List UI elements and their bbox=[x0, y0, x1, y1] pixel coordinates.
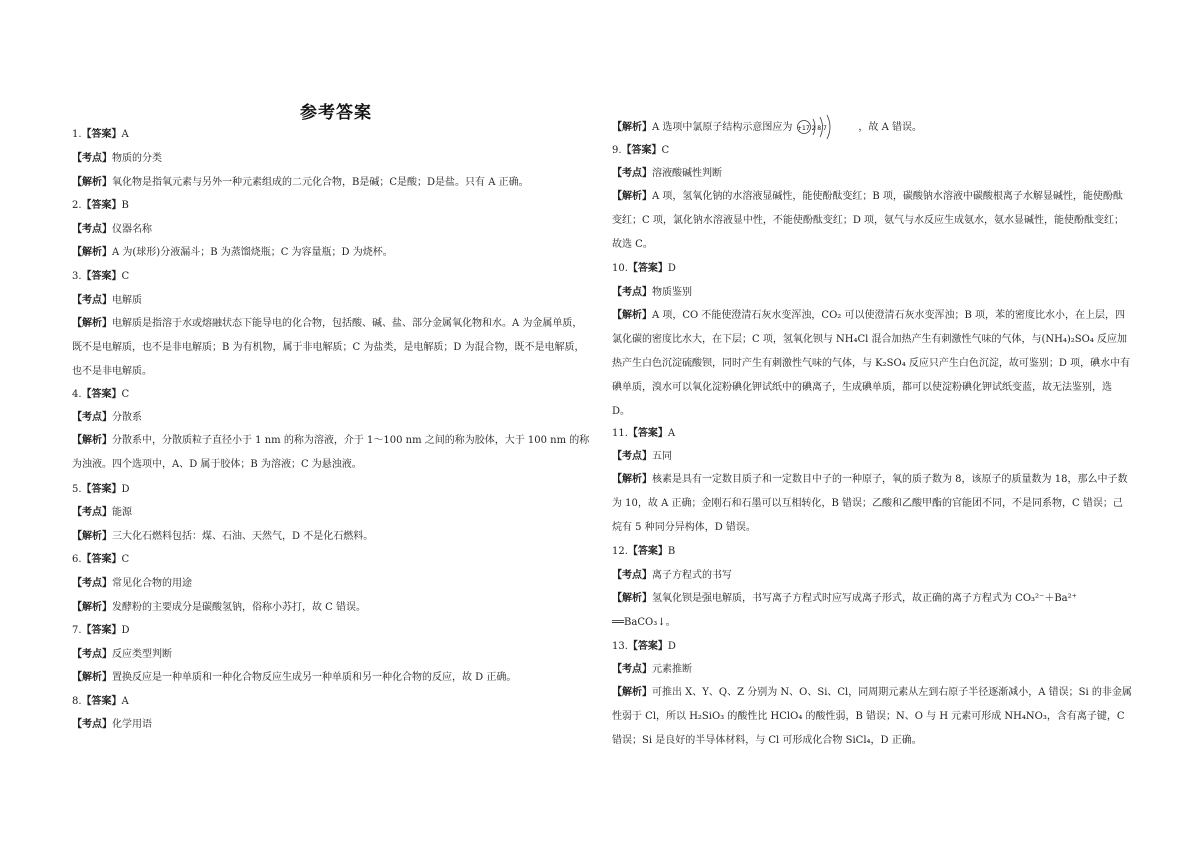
q13-analysis-line: 【解析】可推出 X、Y、Q、Z 分别为 N、O、Si、Cl，同周期元素从左到右原子半径逐渐减小，A 错误；Si 的非金属性弱于 Cl，所以 H₂SiO₃ 的酸性比 HClO₄ 的酸性弱，B 错误；N、O 与 H 元素可形成 NH₄NO₃，含有离子键，C 错误；Si 是良好的半导体材料，与 Cl 可形成化合物 SiCl₄，D 正确。 bbox=[612, 687, 1132, 746]
q7-answer-line: 7.【答案】D bbox=[72, 625, 130, 636]
chlorine-atom-structure-diagram bbox=[796, 114, 854, 152]
q1-point-line: 【考点】物质的分类 bbox=[72, 153, 162, 164]
q5-point-line: 【考点】能源 bbox=[72, 507, 132, 518]
svg-text:+17 2 8 7: +17 2 8 7 bbox=[797, 125, 828, 132]
q4-point-line: 【考点】分散系 bbox=[72, 412, 142, 423]
q2-analysis-line: 【解析】A 为(球形)分液漏斗；B 为蒸馏烧瓶；C 为容量瓶；D 为烧杯。 bbox=[72, 247, 393, 258]
q9-point-line: 【考点】溶液酸碱性判断 bbox=[612, 168, 722, 179]
q3-point-line: 【考点】电解质 bbox=[72, 295, 142, 306]
q5-analysis-line: 【解析】三大化石燃料包括：煤、石油、天然气，D 不是化石燃料。 bbox=[72, 531, 374, 542]
q13-answer-line: 13.【答案】D bbox=[612, 641, 676, 652]
q7-point-line: 【考点】反应类型判断 bbox=[72, 649, 172, 660]
q1-answer-line: 1.【答案】A bbox=[72, 129, 129, 140]
q8-point-line: 【考点】化学用语 bbox=[72, 719, 152, 730]
q7-analysis-line: 【解析】置换反应是一种单质和一种化合物反应生成另一种单质和另一种化合物的反应，故 D 正确。 bbox=[72, 672, 517, 683]
page-title: 参考答案 bbox=[300, 103, 372, 123]
q6-point-line: 【考点】常见化合物的用途 bbox=[72, 578, 192, 589]
q3-analysis-line: 【解析】电解质是指溶于水或熔融状态下能导电的化合物，包括酸、碱、盐、部分金属氧化物和水。A 为金属单质，既不是电解质，也不是非电解质；B 为有机物，属于非电解质；C 为盐类，是电解质；D 为混合物，既不是电解质，也不是非电解质。 bbox=[72, 318, 585, 377]
q11-answer-line: 11.【答案】A bbox=[612, 428, 676, 439]
q4-answer-line: 4.【答案】C bbox=[72, 389, 130, 400]
q6-analysis-line: 【解析】发酵粉的主要成分是碳酸氢钠，俗称小苏打，故 C 错误。 bbox=[72, 602, 367, 613]
q11-analysis-line: 【解析】核素是具有一定数目质子和一定数目中子的一种原子，氧的质子数为 8，该原子的质量数为 18，那么中子数为 10，故 A 正确；金刚石和石墨可以互相转化，B 错误；乙酸和乙酸甲酯的官能团不同，不是同系物，C 错误；己烷有 5 种同分异构体，D 错误。 bbox=[612, 474, 1128, 533]
q10-analysis-line: 【解析】A 项，CO 不能使澄清石灰水变浑浊，CO₂ 可以使澄清石灰水变浑浊；B 项，苯的密度比水小，在上层，四氯化碳的密度比水大，在下层；C 项，氢氧化钡与 NH₄Cl 混合加热产生有刺激性气味的气体，与(NH₄)₂SO₄ 反应加热产生白色沉淀硫酸钡，同时产生有刺激性气味的气体，与 K₂SO₄ 反应只产生白色沉淀，故可鉴别；D 项，碘水中有碘单质，溴水可以氧化淀粉碘化钾试纸中的碘离子，生成碘单质，都可以使淀粉碘化钾试纸变蓝，故无法鉴别，选 D。 bbox=[612, 310, 1131, 417]
q8-analysis-line: 【解析】A 选项中氯原子结构示意图应为 +17 2 8 7 ，故 A 错误。 bbox=[612, 114, 922, 152]
q11-point-line: 【考点】五同 bbox=[612, 451, 672, 462]
q2-answer-line: 2.【答案】B bbox=[72, 200, 129, 211]
q4-analysis-line: 【解析】分散系中，分散质粒子直径小于 1 nm 的称为溶液，介于 1～100 nm 之间的称为胶体，大于 100 nm 的称为浊液。四个选项中，A、D 属于胶体；B 为溶液；C 为悬浊液。 bbox=[72, 435, 590, 470]
q8-answer-line: 8.【答案】A bbox=[72, 696, 129, 707]
q10-answer-line: 10.【答案】D bbox=[612, 263, 676, 274]
q9-analysis-line: 【解析】A 项，氢氧化钠的水溶液显碱性，能使酚酞变红；B 项，碳酸钠水溶液中碳酸根离子水解显碱性，能使酚酞变红；C 项，氯化钠水溶液显中性，不能使酚酞变红；D 项，氨气与水反应生成氨水，氨水显碱性，能使酚酞变红；故选 C。 bbox=[612, 191, 1125, 250]
q5-answer-line: 5.【答案】D bbox=[72, 484, 130, 495]
q13-point-line: 【考点】元素推断 bbox=[612, 664, 692, 675]
q12-point-line: 【考点】离子方程式的书写 bbox=[612, 570, 732, 581]
q1-analysis-line: 【解析】氧化物是指氧元素与另外一种元素组成的二元化合物，B是碱；C是酸；D是盐。只有 A 正确。 bbox=[72, 177, 529, 188]
q2-point-line: 【考点】仪器名称 bbox=[72, 224, 152, 235]
q3-answer-line: 3.【答案】C bbox=[72, 271, 130, 282]
q10-point-line: 【考点】物质鉴别 bbox=[612, 287, 692, 298]
q6-answer-line: 6.【答案】C bbox=[72, 554, 130, 565]
q12-analysis-line: 【解析】氢氧化钡是强电解质，书写离子方程式时应写成离子形式，故正确的离子方程式为 CO₃²⁻＋Ba²⁺ ══BaCO₃↓。 bbox=[612, 593, 1077, 628]
q12-answer-line: 12.【答案】B bbox=[612, 546, 676, 557]
q9-answer-line: 9.【答案】C bbox=[612, 145, 670, 156]
